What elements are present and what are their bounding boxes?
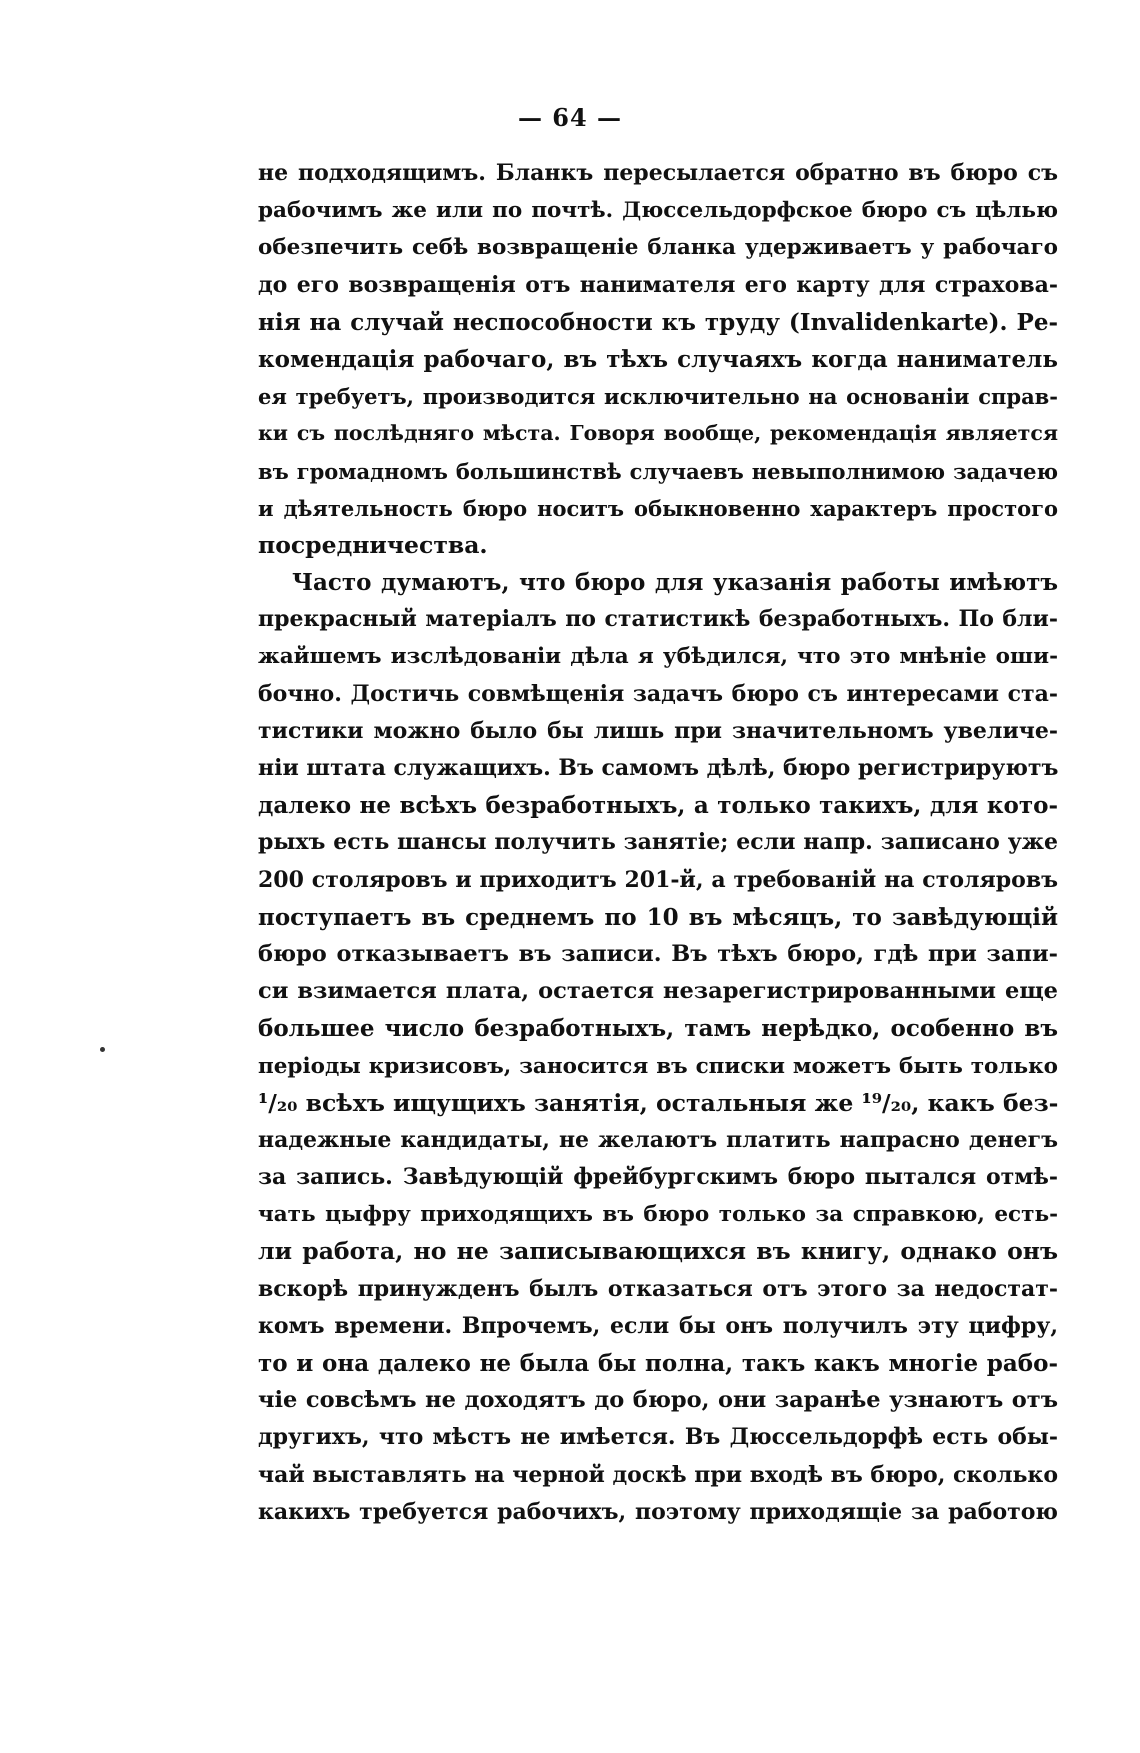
text-line: ки съ послѣдняго мѣста. Говоря вообще, рекомендація является	[258, 421, 1058, 446]
text-line: и дѣятельность бюро носитъ обыкновенно характеръ простого	[258, 495, 1058, 521]
text-line: си взимается плата, остается незарегистрированными еще	[258, 978, 1058, 1005]
text-line: прекрасный матеріалъ по статистикѣ безработныхъ. По бли-	[258, 606, 1058, 633]
text-line: въ громадномъ большинствѣ случаевъ невыполнимою задачею	[258, 458, 1058, 484]
text-line: періоды кризисовъ, заносится въ списки можетъ быть только	[258, 1053, 1058, 1079]
text-line: тистики можно было бы лишь при значительномъ увеличе-	[258, 717, 1058, 744]
text-line: вскорѣ принужденъ былъ отказаться отъ этого за недостат-	[258, 1275, 1058, 1302]
body-text	[258, 155, 1058, 1531]
text-line: бочно. Достичь совмѣщенія задачъ бюро съ интересами ста-	[258, 680, 1058, 707]
margin-dot	[100, 1047, 105, 1052]
text-line: нія на случай неспособности къ труду (Invalidenkarte). Ре-	[258, 308, 1058, 336]
text-line: какихъ требуется рабочихъ, поэтому приходящіе за работою	[258, 1498, 1058, 1525]
text-line: 200 столяровъ и приходитъ 201-й, а требованій на столяровъ	[258, 866, 1058, 893]
text-line: надежные кандидаты, не желаютъ платить напрасно денегъ	[258, 1126, 1058, 1153]
text-line: до его возвращенія отъ нанимателя его карту для страхова-	[258, 271, 1058, 298]
text-line: рабочимъ же или по почтѣ. Дюссельдорфское бюро съ цѣлью	[258, 198, 1058, 224]
paragraph-start-line: Часто думаютъ, что бюро для указанія работы имѣютъ	[292, 569, 1058, 597]
text-line: далеко не всѣхъ безработныхъ, а только такихъ, для кото-	[258, 792, 1058, 820]
text-line: не подходящимъ. Бланкъ пересылается обратно въ бюро съ	[258, 160, 1058, 186]
text-line: за запись. Завѣдующій фрейбургскимъ бюро пытался отмѣ-	[258, 1164, 1058, 1191]
text-line: посредничества.	[258, 530, 488, 559]
text-line: поступаетъ въ среднемъ по 10 въ мѣсяцъ, то завѣдующій	[258, 903, 1058, 931]
text-line: рыхъ есть шансы получить занятіе; если напр. записано уже	[258, 829, 1058, 856]
text-line: жайшемъ изслѣдованіи дѣла я убѣдился, что это мнѣніе оши-	[258, 644, 1058, 670]
text-line: ли работа, но не записывающихся въ книгу, однако онъ	[258, 1237, 1058, 1266]
text-line: ¹/₂₀ всѣхъ ищущихъ занятія, остальныя же ¹⁹/₂₀, какъ без-	[258, 1088, 1059, 1117]
text-line: ніи штата служащихъ. Въ самомъ дѣлѣ, бюро регистрируютъ	[258, 755, 1059, 781]
page-number: — 64 —	[517, 103, 623, 132]
text-line: чать цыфру приходящихъ въ бюро только за справкою, есть-	[258, 1202, 1058, 1228]
text-line: ея требуетъ, производится исключительно на основаніи справ-	[258, 384, 1058, 410]
text-line: комъ времени. Впрочемъ, если бы онъ получилъ эту цифру,	[258, 1312, 1058, 1339]
text-line: обезпечить себѣ возвращеніе бланка удерживаетъ у рабочаго	[258, 235, 1058, 261]
text-line: другихъ, что мѣстъ не имѣется. Въ Дюссельдорфѣ есть обы-	[258, 1424, 1058, 1451]
text-line: чай выставлять на черной доскѣ при входѣ въ бюро, сколько	[258, 1461, 1058, 1488]
text-line: большее число безработныхъ, тамъ нерѣдко, особенно въ	[258, 1015, 1058, 1043]
text-line: то и она далеко не была бы полна, такъ какъ многіе рабо-	[258, 1350, 1058, 1377]
text-line: чіе совсѣмъ не доходятъ до бюро, они заранѣе узнаютъ отъ	[258, 1387, 1058, 1414]
text-line: бюро отказываетъ въ записи. Въ тѣхъ бюро, гдѣ при запи-	[258, 940, 1058, 967]
text-line: комендація рабочаго, въ тѣхъ случаяхъ когда наниматель	[258, 345, 1058, 373]
